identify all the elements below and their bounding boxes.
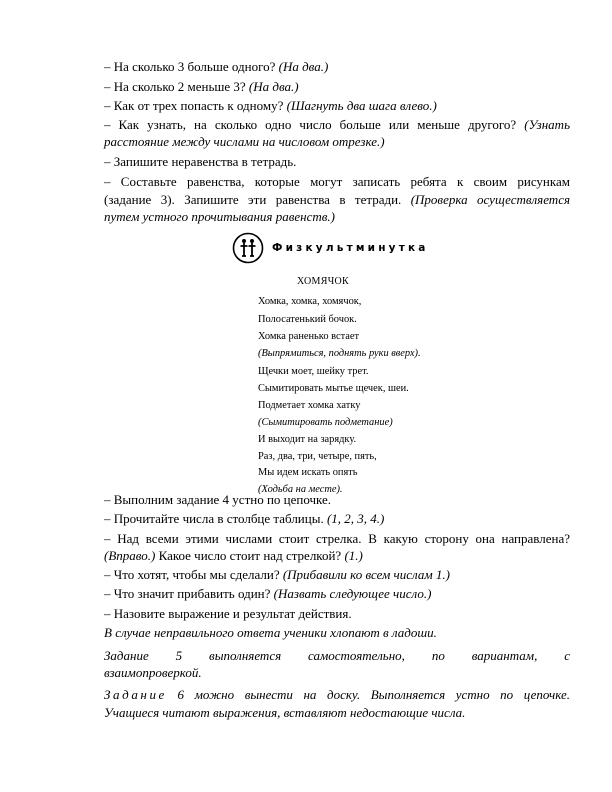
poem-line: (Сымитировать подметание) (258, 417, 393, 428)
poem-line: Сымитировать мытье щечек, шеи. (258, 383, 409, 394)
note-task6: Задание 6 можно вынести на доску. Выполняется устно по цепочке. (104, 687, 570, 702)
note-wrong-answer: В случае неправильного ответа ученики хлопают в ладоши. (104, 625, 437, 640)
instruction-line-2: – Составьте равенства, которые могут записать ребята к своим рисункам (104, 174, 570, 189)
note-task6-cont: Учащиеся читают выражения, вставляют недостающие числа. (104, 705, 466, 720)
instruction-line-1: – Запишите неравенства в тетрадь. (104, 154, 297, 169)
poem-line: Хомка раненько встает (258, 331, 360, 342)
poem-title: ХОМЯЧОК (297, 276, 349, 287)
task4-line-1: – Выполним задание 4 устно по цепочке. (104, 492, 332, 507)
poem-line: И выходит на зарядку. (258, 434, 357, 445)
note-task5: Задание 5 выполняется самостоятельно, по вариантам, с (104, 648, 570, 663)
question-line-2: – На сколько 2 меньше 3? (На два.) (104, 79, 299, 94)
instruction-line-3-cont: путем устного прочитывания равенств.) (104, 209, 335, 224)
task4-line-3-cont: (Вправо.) Какое число стоит над стрелкой? (1.) (104, 548, 363, 563)
note-task5-cont: взаимопроверкой. (104, 665, 202, 680)
question-line-1: – На сколько 3 больше одного? (На два.) (104, 59, 329, 74)
question-line-4-cont: расстояние между числами на числовом отрезке.) (104, 134, 385, 149)
task4-line-6: – Назовите выражение и результат действия. (104, 606, 352, 621)
question-line-3: – Как от трех попасть к одному? (Шагнуть два шага влево.) (104, 98, 437, 113)
poem-line: (Ходьба на месте). (258, 484, 343, 495)
two-figures-circle-icon (232, 232, 264, 264)
poem-line: Подметает хомка хатку (258, 400, 361, 411)
poem-line: Хомка, хомка, хомячок, (258, 296, 362, 307)
poem-line: Полосатенький бочок. (258, 314, 357, 325)
poem-line: Щечки моет, шейку трет. (258, 366, 369, 377)
task4-line-4: – Что хотят, чтобы мы сделали? (Прибавили ко всем числам 1.) (104, 567, 450, 582)
poem-line: Раз, два, три, четыре, пять, (258, 451, 377, 462)
fizkultminutka-label: Физкультминутка (272, 242, 429, 254)
question-line-4: – Как узнать, на сколько одно число больше или меньше другого? (Узнать (104, 117, 570, 132)
task4-line-5: – Что значит прибавить один? (Назвать следующее число.) (104, 586, 432, 601)
task4-line-3: – Над всеми этими числами стоит стрелка. В какую сторону она направлена? (104, 531, 570, 546)
instruction-line-3: (задание 3). Запишите эти равенства в тетради. (Проверка осуществляется (104, 192, 571, 207)
poem-line: Мы идем искать опять (258, 467, 358, 478)
task4-line-2: – Прочитайте числа в столбце таблицы. (1, 2, 3, 4.) (104, 511, 385, 526)
poem-line: (Выпрямиться, поднять руки вверх). (258, 348, 421, 359)
